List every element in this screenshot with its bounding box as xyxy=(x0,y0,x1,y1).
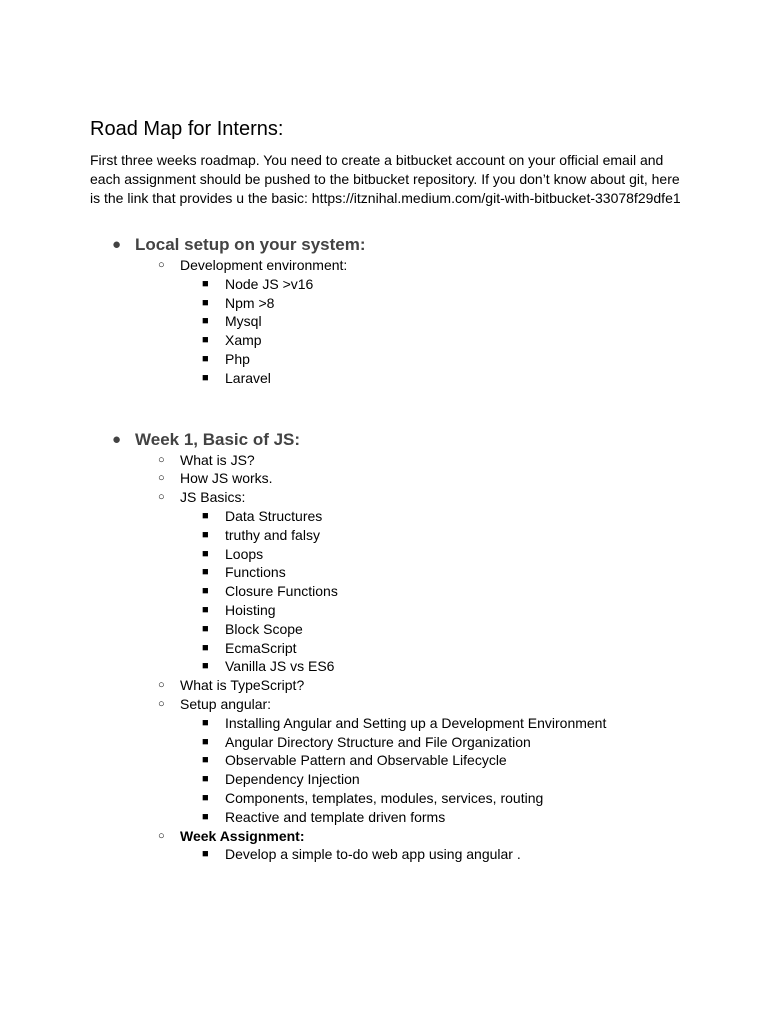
sub-list-item xyxy=(90,526,690,545)
list-item xyxy=(90,469,690,488)
sub-list-item-label: Develop a simple to-do web app using angular . xyxy=(225,846,521,863)
sub-list-item xyxy=(90,845,690,864)
sub-list-item xyxy=(90,294,690,313)
list-item-label: Week Assignment: xyxy=(180,827,305,844)
sub-list-item-label: Xamp xyxy=(225,332,262,349)
bullet-circle-icon: ○ xyxy=(158,259,165,271)
sub-list-item xyxy=(90,601,690,620)
bullet-circle-icon: ○ xyxy=(158,697,165,710)
sub-list-item-label: Functions xyxy=(225,564,286,581)
document-page xyxy=(90,116,690,864)
list-item-label: JS Basics: xyxy=(180,489,246,506)
sub-list-item xyxy=(90,350,690,369)
bullet-square-icon: ■ xyxy=(202,334,209,347)
section-title: Week 1, Basic of JS: xyxy=(135,429,301,449)
sub-list-item xyxy=(90,657,690,676)
bullet-square-icon: ■ xyxy=(202,735,209,748)
sub-list-item-label: Hoisting xyxy=(225,601,276,618)
sub-list-item-label: Components, templates, modules, services, routing xyxy=(225,789,544,806)
section-1 xyxy=(90,234,690,256)
sub-list-item-label: Laravel xyxy=(225,369,271,386)
sub-list-item xyxy=(90,563,690,582)
sub-list-item-label: Installing Angular and Setting up a Development Environment xyxy=(225,714,607,731)
bullet-circle-icon: ○ xyxy=(158,829,165,842)
list-item-label: Development environment: xyxy=(180,257,348,273)
bullet-square-icon: ■ xyxy=(202,716,209,729)
bullet-square-icon: ■ xyxy=(202,528,209,541)
bullet-square-icon: ■ xyxy=(202,352,209,365)
bullet-disc-icon: ● xyxy=(112,430,122,448)
bullet-circle-icon: ○ xyxy=(158,472,165,485)
list-item xyxy=(90,451,690,470)
sub-list-item-label: Node JS >v16 xyxy=(225,275,314,292)
sub-list-item xyxy=(90,331,690,350)
sub-list-item-label: Reactive and template driven forms xyxy=(225,808,446,825)
bullet-square-icon: ■ xyxy=(202,277,209,290)
bullet-square-icon: ■ xyxy=(202,315,209,328)
list-item-label: How JS works. xyxy=(180,470,273,487)
intro-paragraph: First three weeks roadmap. You need to create a bitbucket account on your official email and each assignment should be pushed to the bitbucket repository. If you don’t know about git, here is the link that provides u the basic: https://itznihal.medium.com/git-with-bitbucket-33078f29dfe1 xyxy=(90,152,681,206)
sub-list-item xyxy=(90,808,690,827)
bullet-square-icon: ■ xyxy=(202,547,209,560)
bullet-disc-icon: ● xyxy=(112,236,122,253)
sub-list-item-label: Observable Pattern and Observable Lifecycle xyxy=(225,752,507,769)
sub-list-item-label: Loops xyxy=(225,545,264,562)
sub-list-item xyxy=(90,751,690,770)
sub-list-item xyxy=(90,545,690,564)
sub-list-item-label: Block Scope xyxy=(225,620,303,637)
sub-list-item-label: EcmaScript xyxy=(225,639,297,656)
bullet-square-icon: ■ xyxy=(202,641,209,654)
sub-list-item xyxy=(90,714,690,733)
section-2 xyxy=(90,429,690,451)
bullet-square-icon: ■ xyxy=(202,296,209,309)
sub-list-item-label: Dependency Injection xyxy=(225,771,360,788)
sub-list-item xyxy=(90,312,690,331)
sub-list-item-label: Mysql xyxy=(225,313,262,330)
list-item xyxy=(90,256,690,275)
sub-list-item xyxy=(90,789,690,808)
sub-list-item-label: truthy and falsy xyxy=(225,526,320,543)
sub-list-item xyxy=(90,770,690,789)
bullet-circle-icon: ○ xyxy=(158,491,165,504)
bullet-square-icon: ■ xyxy=(202,371,209,384)
sub-list-item-label: Vanilla JS vs ES6 xyxy=(225,658,335,675)
sub-list-item-label: Closure Functions xyxy=(225,583,338,600)
list-item-label: What is JS? xyxy=(180,451,255,468)
bullet-square-icon: ■ xyxy=(202,566,209,579)
list-item-label: Setup angular: xyxy=(180,695,272,712)
sub-list-item xyxy=(90,275,690,294)
list-item xyxy=(90,488,690,507)
sub-list-item-label: Angular Directory Structure and File Organization xyxy=(225,733,531,750)
sub-list-item-label: Npm >8 xyxy=(225,294,275,311)
sub-list-item xyxy=(90,507,690,526)
bullet-square-icon: ■ xyxy=(202,603,209,616)
bullet-square-icon: ■ xyxy=(202,848,209,861)
sub-list-item xyxy=(90,733,690,752)
sub-list-item xyxy=(90,582,690,601)
list-item-label: What is TypeScript? xyxy=(180,677,305,694)
list-item xyxy=(90,676,690,695)
section-title: Local setup on your system: xyxy=(135,235,366,254)
bullet-square-icon: ■ xyxy=(202,585,209,598)
list-item xyxy=(90,827,690,846)
bullet-square-icon: ■ xyxy=(202,622,209,635)
list-item xyxy=(90,695,690,714)
sections-container xyxy=(90,234,690,864)
bullet-square-icon: ■ xyxy=(202,810,209,823)
bullet-circle-icon: ○ xyxy=(158,679,165,692)
bullet-square-icon: ■ xyxy=(202,791,209,804)
sub-list-item-label: Php xyxy=(225,350,250,367)
bullet-square-icon: ■ xyxy=(202,773,209,786)
document-title: Road Map for Interns: xyxy=(90,118,284,140)
bullet-square-icon: ■ xyxy=(202,509,209,522)
sub-list-item xyxy=(90,620,690,639)
sub-list-item xyxy=(90,639,690,658)
sub-list-item xyxy=(90,369,690,388)
bullet-circle-icon: ○ xyxy=(158,453,165,466)
bullet-square-icon: ■ xyxy=(202,660,209,673)
sub-list-item-label: Data Structures xyxy=(225,507,323,524)
bullet-square-icon: ■ xyxy=(202,754,209,767)
